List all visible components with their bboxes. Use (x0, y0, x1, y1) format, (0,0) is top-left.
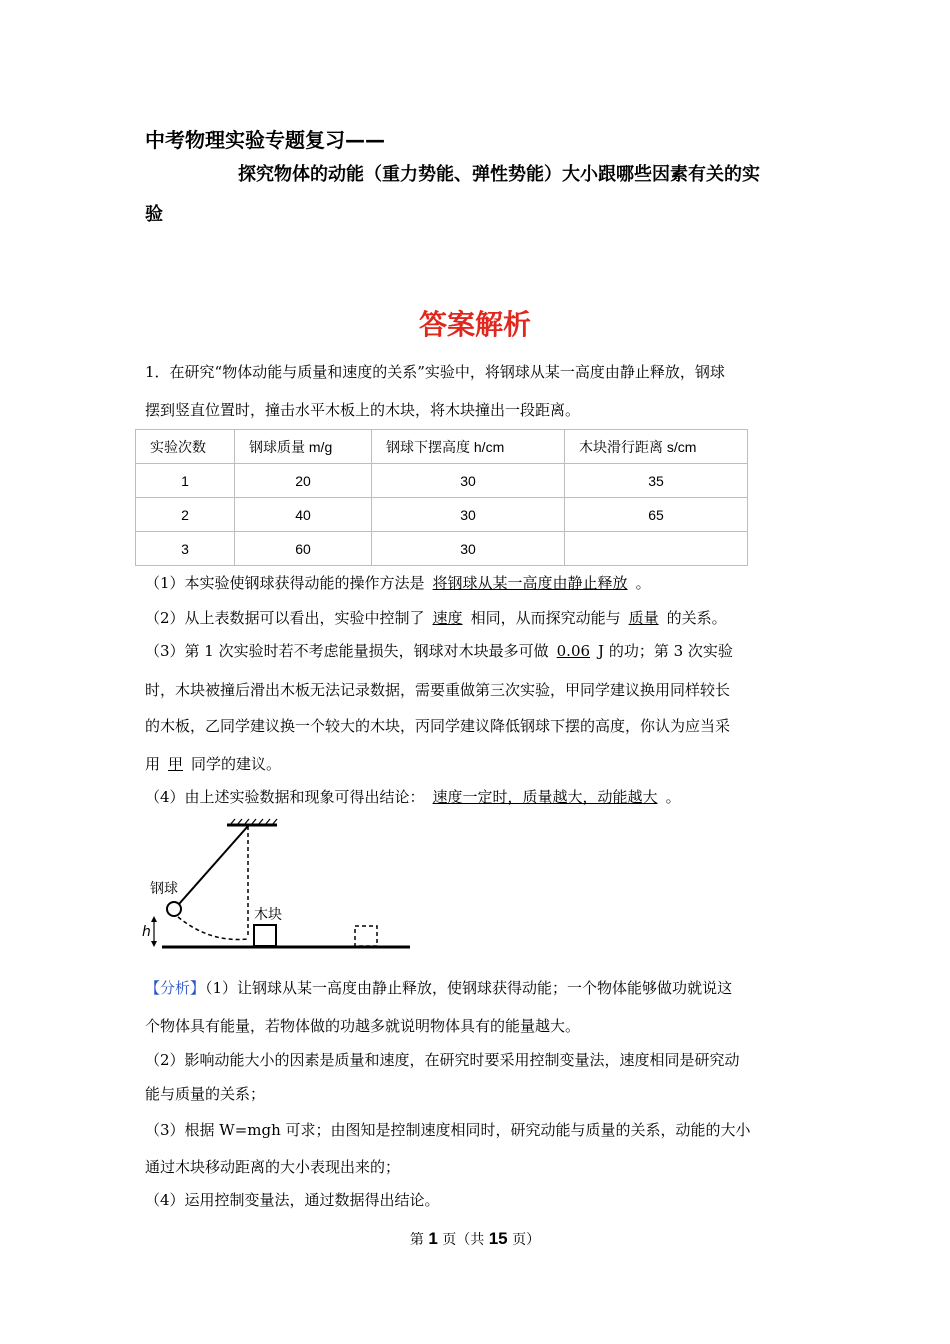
table-row (136, 532, 748, 566)
table-header: 实验次数 (136, 430, 235, 464)
table-cell (565, 532, 748, 566)
page-footer: 第 1 页（共 15 页） (409, 1229, 541, 1248)
table-cell: 1 (136, 464, 235, 498)
title-line-3: 验 (145, 204, 163, 225)
table-cell: 30 (372, 498, 565, 532)
wood-block (254, 925, 276, 946)
analysis-line-5: （3）根据 W=mgh 可求；由图知是控制速度相同时，研究动能与质量的关系，动能的大小 (145, 1121, 751, 1139)
analysis-line-7: （4）运用控制变量法，通过数据得出结论。 (145, 1191, 440, 1209)
title-line-1: 中考物理实验专题复习—— (145, 128, 385, 152)
block-label: 木块 (254, 907, 282, 923)
table-header: 钢球质量 m/g (235, 430, 372, 464)
table-cell: 60 (235, 532, 372, 566)
analysis-line-2: 个物体具有能量，若物体做的功越多就说明物体具有的能量越大。 (145, 1017, 581, 1035)
arrow-head-up (151, 916, 157, 922)
height-label: h (142, 924, 151, 940)
table-row (136, 498, 748, 532)
table-cell: 65 (565, 498, 748, 532)
answer-2: （2）从上表数据可以看出，实验中控制了 速度 相同，从而探究动能与 质量 的关系。 (145, 609, 727, 627)
table-cell: 2 (136, 498, 235, 532)
title-line-2: 探究物体的动能（重力势能、弹性势能）大小跟哪些因素有关的实 (238, 164, 760, 185)
pendulum-figure (140, 815, 420, 955)
answer-3-blank-2: 甲 (168, 755, 184, 773)
answer-1-blank: 将钢球从某一高度由静止释放 (432, 574, 628, 592)
answer-4: （4）由上述实验数据和现象可得出结论： 速度一定时，质量越大，动能越大 。 (145, 788, 681, 806)
swing-path (178, 917, 248, 940)
answer-2-blank-2: 质量 (628, 609, 659, 627)
question-intro-1: 1．在研究“物体动能与质量和速度的关系”实验中，将钢球从某一高度由静止释放，钢球 (145, 363, 725, 381)
data-table (135, 429, 748, 566)
page-total: 15 (488, 1229, 508, 1248)
table-cell: 40 (235, 498, 372, 532)
block-moved-position (355, 926, 377, 946)
analysis-line-4: 能与质量的关系； (145, 1085, 266, 1103)
table-row (136, 464, 748, 498)
table-header-row (136, 430, 748, 464)
answer-3-blank-1: 0.06 (556, 642, 591, 660)
answer-heading: 答案解析 (418, 308, 531, 341)
page-number: 1 (428, 1229, 438, 1248)
table-cell: 20 (235, 464, 372, 498)
table-header: 木块滑行距离 s/cm (565, 430, 748, 464)
answer-4-blank: 速度一定时，质量越大，动能越大 (432, 788, 658, 806)
pendulum-string (179, 826, 248, 904)
answer-3-line-4: 用 甲 同学的建议。 (145, 755, 282, 773)
answer-3-line-2: 时，木块被撞后滑出木板无法记录数据，需要重做第三次实验，甲同学建议换用同样较长 (145, 681, 731, 699)
table-cell: 30 (372, 464, 565, 498)
steel-ball (167, 902, 181, 916)
arrow-head-down (151, 941, 157, 947)
analysis-tag: 【分析】 (145, 979, 206, 997)
ball-label: 钢球 (150, 881, 178, 897)
table-cell: 30 (372, 532, 565, 566)
answer-3-line-3: 的木板，乙同学建议换一个较大的木块，丙同学建议降低钢球下摆的高度，你认为应当采 (145, 717, 731, 735)
analysis-line-1: 【分析】（1）让钢球从某一高度由静止释放，使钢球获得动能；一个物体能够做功就说这 (145, 979, 733, 997)
table-cell: 3 (136, 532, 235, 566)
answer-3-line-1: （3）第 1 次实验时若不考虑能量损失，钢球对木块最多可做 0.06 J 的功；第 3 次实验 (145, 642, 733, 660)
question-intro-2: 摆到竖直位置时，撞击水平木板上的木块，将木块撞出一段距离。 (145, 401, 581, 419)
ceiling-support (227, 819, 277, 825)
answer-2-blank-1: 速度 (432, 609, 463, 627)
table-cell: 35 (565, 464, 748, 498)
analysis-line-6: 通过木块移动距离的大小表现出来的； (145, 1158, 401, 1176)
table-header: 钢球下摆高度 h/cm (372, 430, 565, 464)
answer-1: （1）本实验使钢球获得动能的操作方法是 将钢球从某一高度由静止释放 。 (145, 574, 651, 592)
analysis-line-3: （2）影响动能大小的因素是质量和速度，在研究时要采用控制变量法，速度相同是研究动 (145, 1051, 740, 1069)
